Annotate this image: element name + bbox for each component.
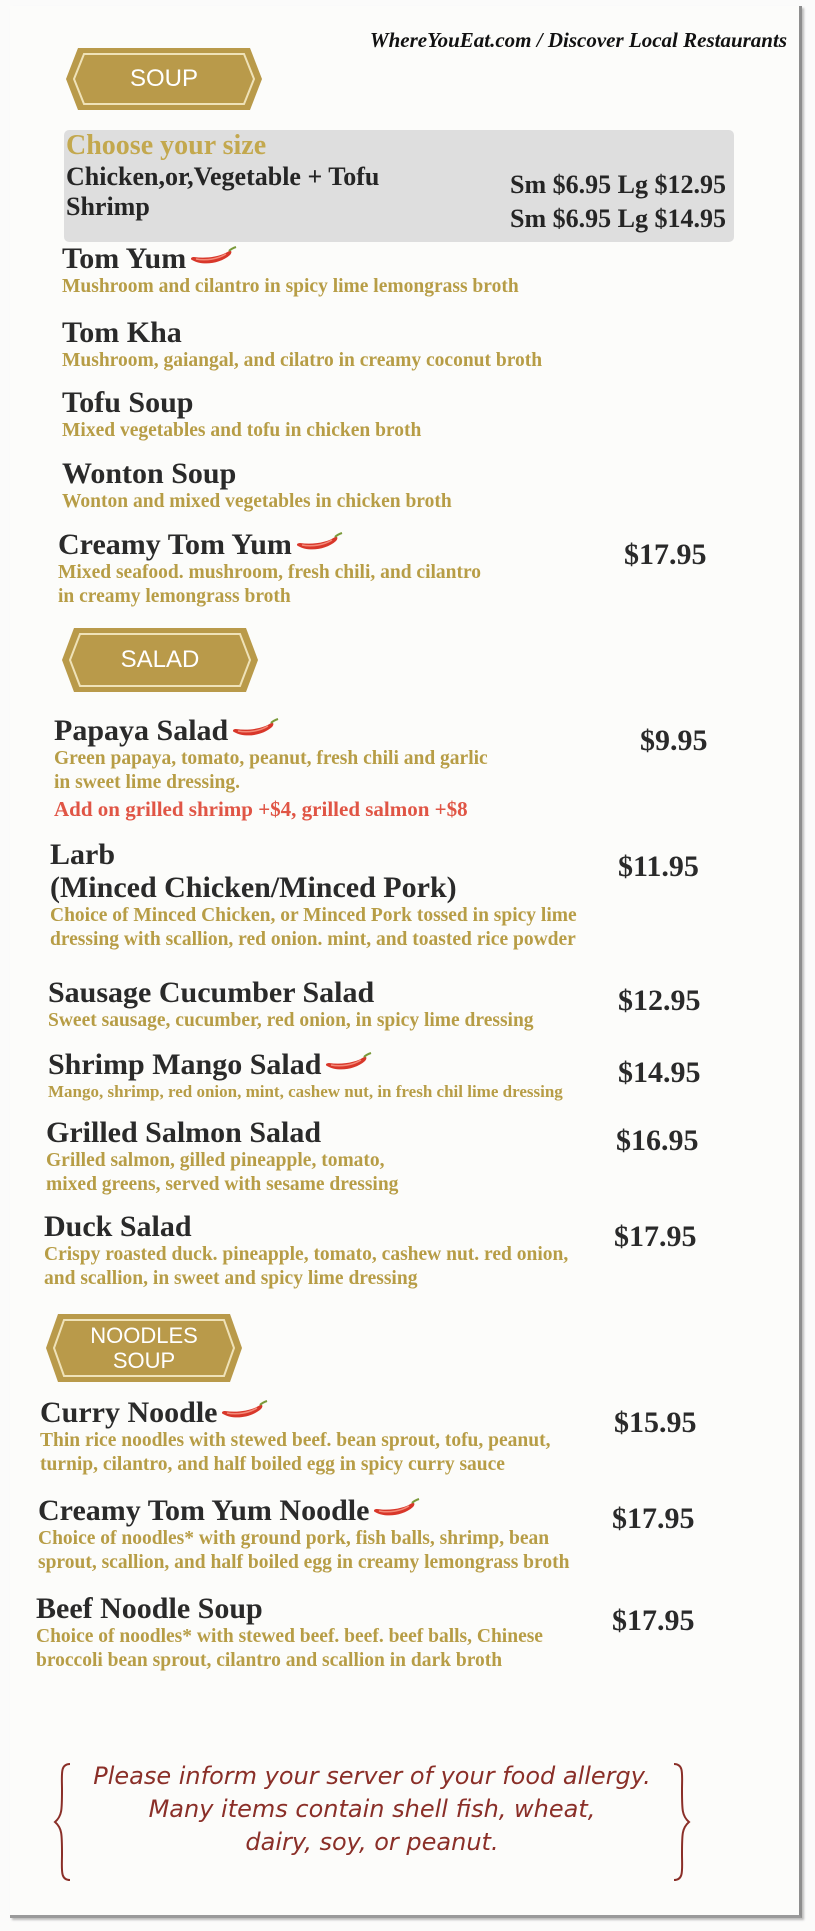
item-description: dressing with scallion, red onion. mint, and toasted rice powder xyxy=(50,929,576,951)
size-row-label: Chicken,or,Vegetable + Tofu xyxy=(66,162,380,191)
allergy-line: Many items contain shell fish, wheat, xyxy=(148,1795,596,1824)
item-description: Choice of noodles* with stewed beef. beef. beef balls, Chinese xyxy=(36,1626,543,1647)
item-description: and scallion, in sweet and spicy lime dressing xyxy=(44,1268,418,1290)
item-name: Larb xyxy=(50,838,116,871)
item-description: Mushroom and cilantro in spicy lime lemongrass broth xyxy=(62,276,519,297)
item-name: Creamy Tom Yum xyxy=(58,528,292,561)
size-row-price: Sm $6.95 Lg $12.95 xyxy=(510,170,726,199)
menu-item xyxy=(40,1396,550,1478)
item-description: Mixed seafood. mushroom, fresh chili, and cilantro xyxy=(58,562,482,583)
item-description: Sweet sausage, cucumber, red onion, in spicy lime dressing xyxy=(48,1010,534,1031)
item-name: Tofu Soup xyxy=(62,386,194,419)
menu-item xyxy=(50,838,577,953)
menu-item xyxy=(46,1116,398,1198)
item-description: in sweet lime dressing. xyxy=(54,772,240,794)
left-brace-icon xyxy=(52,1760,74,1884)
noodles-section-title: NOODLES xyxy=(90,1322,198,1348)
item-name-detail: (Minced Chicken/Minced Pork) xyxy=(50,871,457,904)
menu-item xyxy=(62,242,519,299)
item-name: Duck Salad xyxy=(44,1210,192,1243)
item-description: Mixed vegetables and tofu in chicken broth xyxy=(62,420,422,441)
item-price: $16.95 xyxy=(616,1124,699,1157)
item-price: $12.95 xyxy=(618,984,701,1017)
noodles-soup-section-badge xyxy=(44,1310,244,1386)
site-watermark: WhereYouEat.com / Discover Local Restaurants xyxy=(369,28,787,52)
menu-item xyxy=(48,976,534,1033)
item-name: Papaya Salad xyxy=(54,714,229,747)
item-description: in creamy lemongrass broth xyxy=(58,586,291,608)
item-price: $17.95 xyxy=(612,1502,695,1535)
item-name: Curry Noodle xyxy=(40,1396,218,1429)
chili-pepper-icon xyxy=(323,1048,373,1081)
noodles-section-subtitle: SOUP xyxy=(112,1348,176,1373)
chili-pepper-icon xyxy=(294,528,344,561)
item-description: Wonton and mixed vegetables in chicken broth xyxy=(62,491,452,512)
item-description: Thin rice noodles with stewed beef. bean sprout, tofu, peanut, xyxy=(40,1430,551,1451)
menu-item xyxy=(62,457,452,514)
menu-item xyxy=(48,1048,563,1102)
item-description: mixed greens, served with sesame dressing xyxy=(46,1174,399,1196)
chili-pepper-icon xyxy=(219,1396,269,1429)
soup-section-badge xyxy=(64,44,264,114)
menu-item xyxy=(44,1210,568,1292)
item-description: Green papaya, tomato, peanut, fresh chili and garlic xyxy=(54,748,488,769)
allergy-notice xyxy=(52,1760,692,1884)
item-description: Grilled salmon, gilled pineapple, tomato, xyxy=(46,1150,385,1171)
item-description: Mango, shrimp, red onion, mint, cashew nut, in fresh chil lime dressing xyxy=(48,1082,563,1101)
allergy-line: dairy, soy, or peanut. xyxy=(245,1828,499,1857)
item-name: Creamy Tom Yum Noodle xyxy=(38,1494,370,1527)
menu-item xyxy=(58,528,481,610)
item-name: Tom Yum xyxy=(62,242,187,275)
item-price: $17.95 xyxy=(614,1220,697,1253)
menu-item xyxy=(62,386,421,443)
item-description: Choice of noodles* with ground pork, fish balls, shrimp, bean xyxy=(38,1528,550,1549)
right-brace-icon xyxy=(670,1760,692,1884)
item-name: Wonton Soup xyxy=(62,457,237,490)
item-name: Beef Noodle Soup xyxy=(36,1592,263,1625)
menu-item xyxy=(62,316,542,373)
menu-item xyxy=(54,714,488,822)
item-name: Shrimp Mango Salad xyxy=(48,1048,322,1081)
item-description: Crispy roasted duck. pineapple, tomato, cashew nut. red onion, xyxy=(44,1244,569,1265)
item-description: turnip, cilantro, and half boiled egg in spicy curry sauce xyxy=(40,1454,505,1476)
item-addon-note: Add on grilled shrimp +$4, grilled salmon +$8 xyxy=(54,796,468,821)
item-description: Mushroom, gaiangal, and cilatro in creamy coconut broth xyxy=(62,350,543,371)
item-price: $17.95 xyxy=(612,1604,695,1637)
item-description: Choice of Minced Chicken, or Minced Pork tossed in spicy lime xyxy=(50,905,577,926)
soup-size-panel xyxy=(64,130,734,242)
size-row-price: Sm $6.95 Lg $14.95 xyxy=(510,204,726,233)
item-name: Grilled Salmon Salad xyxy=(46,1116,322,1149)
item-name: Sausage Cucumber Salad xyxy=(48,976,375,1009)
item-price: $9.95 xyxy=(640,724,708,757)
chili-pepper-icon xyxy=(371,1494,421,1527)
salad-section-title: SALAD xyxy=(120,646,200,674)
item-description: sprout, scallion, and half boiled egg in creamy lemongrass broth xyxy=(38,1552,570,1574)
menu-item xyxy=(38,1494,569,1576)
size-panel-title: Choose your size xyxy=(66,130,267,161)
chili-pepper-icon xyxy=(230,714,280,747)
item-price: $14.95 xyxy=(618,1056,701,1089)
size-row-label: Shrimp xyxy=(66,192,150,221)
item-description: broccoli bean sprout, cilantro and scallion in dark broth xyxy=(36,1650,503,1672)
item-price: $17.95 xyxy=(624,538,707,571)
chili-pepper-icon xyxy=(188,242,238,275)
item-price: $15.95 xyxy=(614,1406,697,1439)
item-price: $11.95 xyxy=(618,850,699,883)
allergy-line: Please inform your server of your food allergy. xyxy=(93,1762,651,1790)
item-name: Tom Kha xyxy=(62,316,182,349)
soup-section-title: SOUP xyxy=(129,65,198,93)
salad-section-badge xyxy=(60,624,260,696)
menu-item xyxy=(36,1592,543,1674)
